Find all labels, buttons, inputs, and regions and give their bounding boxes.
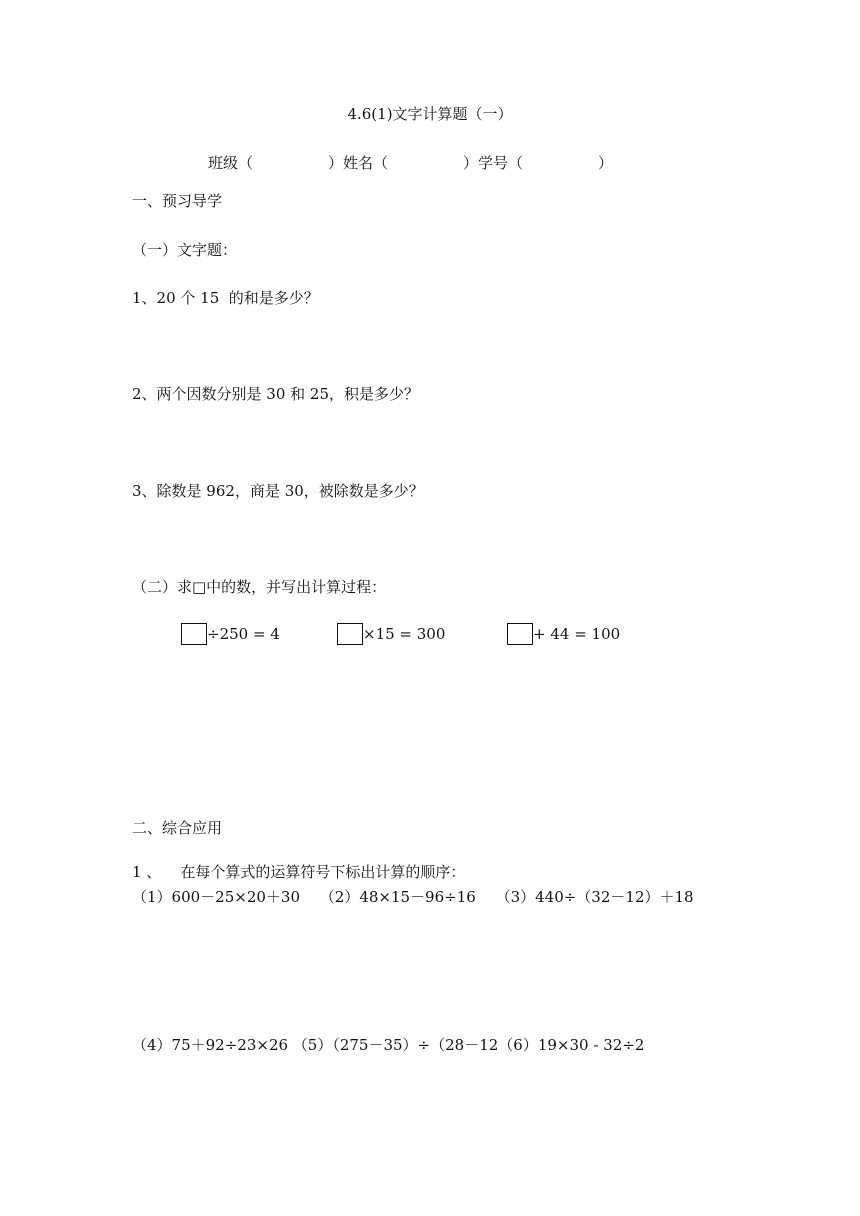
answer-box [181,623,207,645]
equation-text: ÷250 = 4 [207,625,280,643]
equation-1 [181,622,280,646]
question-3: 3、除数是 962，商是 30，被除数是多少？ [132,482,424,500]
question-2: 2、两个因数分别是 30 和 25，积是多少？ [132,385,420,403]
equation-3 [507,622,620,646]
equation-2 [337,622,445,646]
question-1: 1、20 个 15 的和是多少？ [132,289,319,307]
section-heading-preview: 一、预习导学 [132,192,223,210]
expression-row-1: （1）600－25×20＋30 （2）48×15－96÷16 （3）440÷（32－12）＋18 [132,888,694,906]
student-info-line: 班级（ ）姓名（ ）学号（ ） [208,154,614,172]
subsection-heading-find-box: （二）求□中的数，并写出计算过程： [132,578,387,596]
expression-row-2: （4）75＋92÷23×26 （5）（275－35）÷（28－12（6）19×30 - 32÷2 [132,1036,645,1054]
page-title: 4.6(1)文字计算题（一） [347,105,513,123]
equation-text: ×15 = 300 [363,625,446,643]
equation-text: + 44 = 100 [533,625,621,643]
section-heading-application: 二、综合应用 [132,819,223,837]
answer-box [337,623,363,645]
application-instruction: 1 、 在每个算式的运算符号下标出计算的顺序： [132,863,466,881]
answer-box [507,623,533,645]
subsection-heading-word-problems: （一）文字题： [132,241,238,259]
